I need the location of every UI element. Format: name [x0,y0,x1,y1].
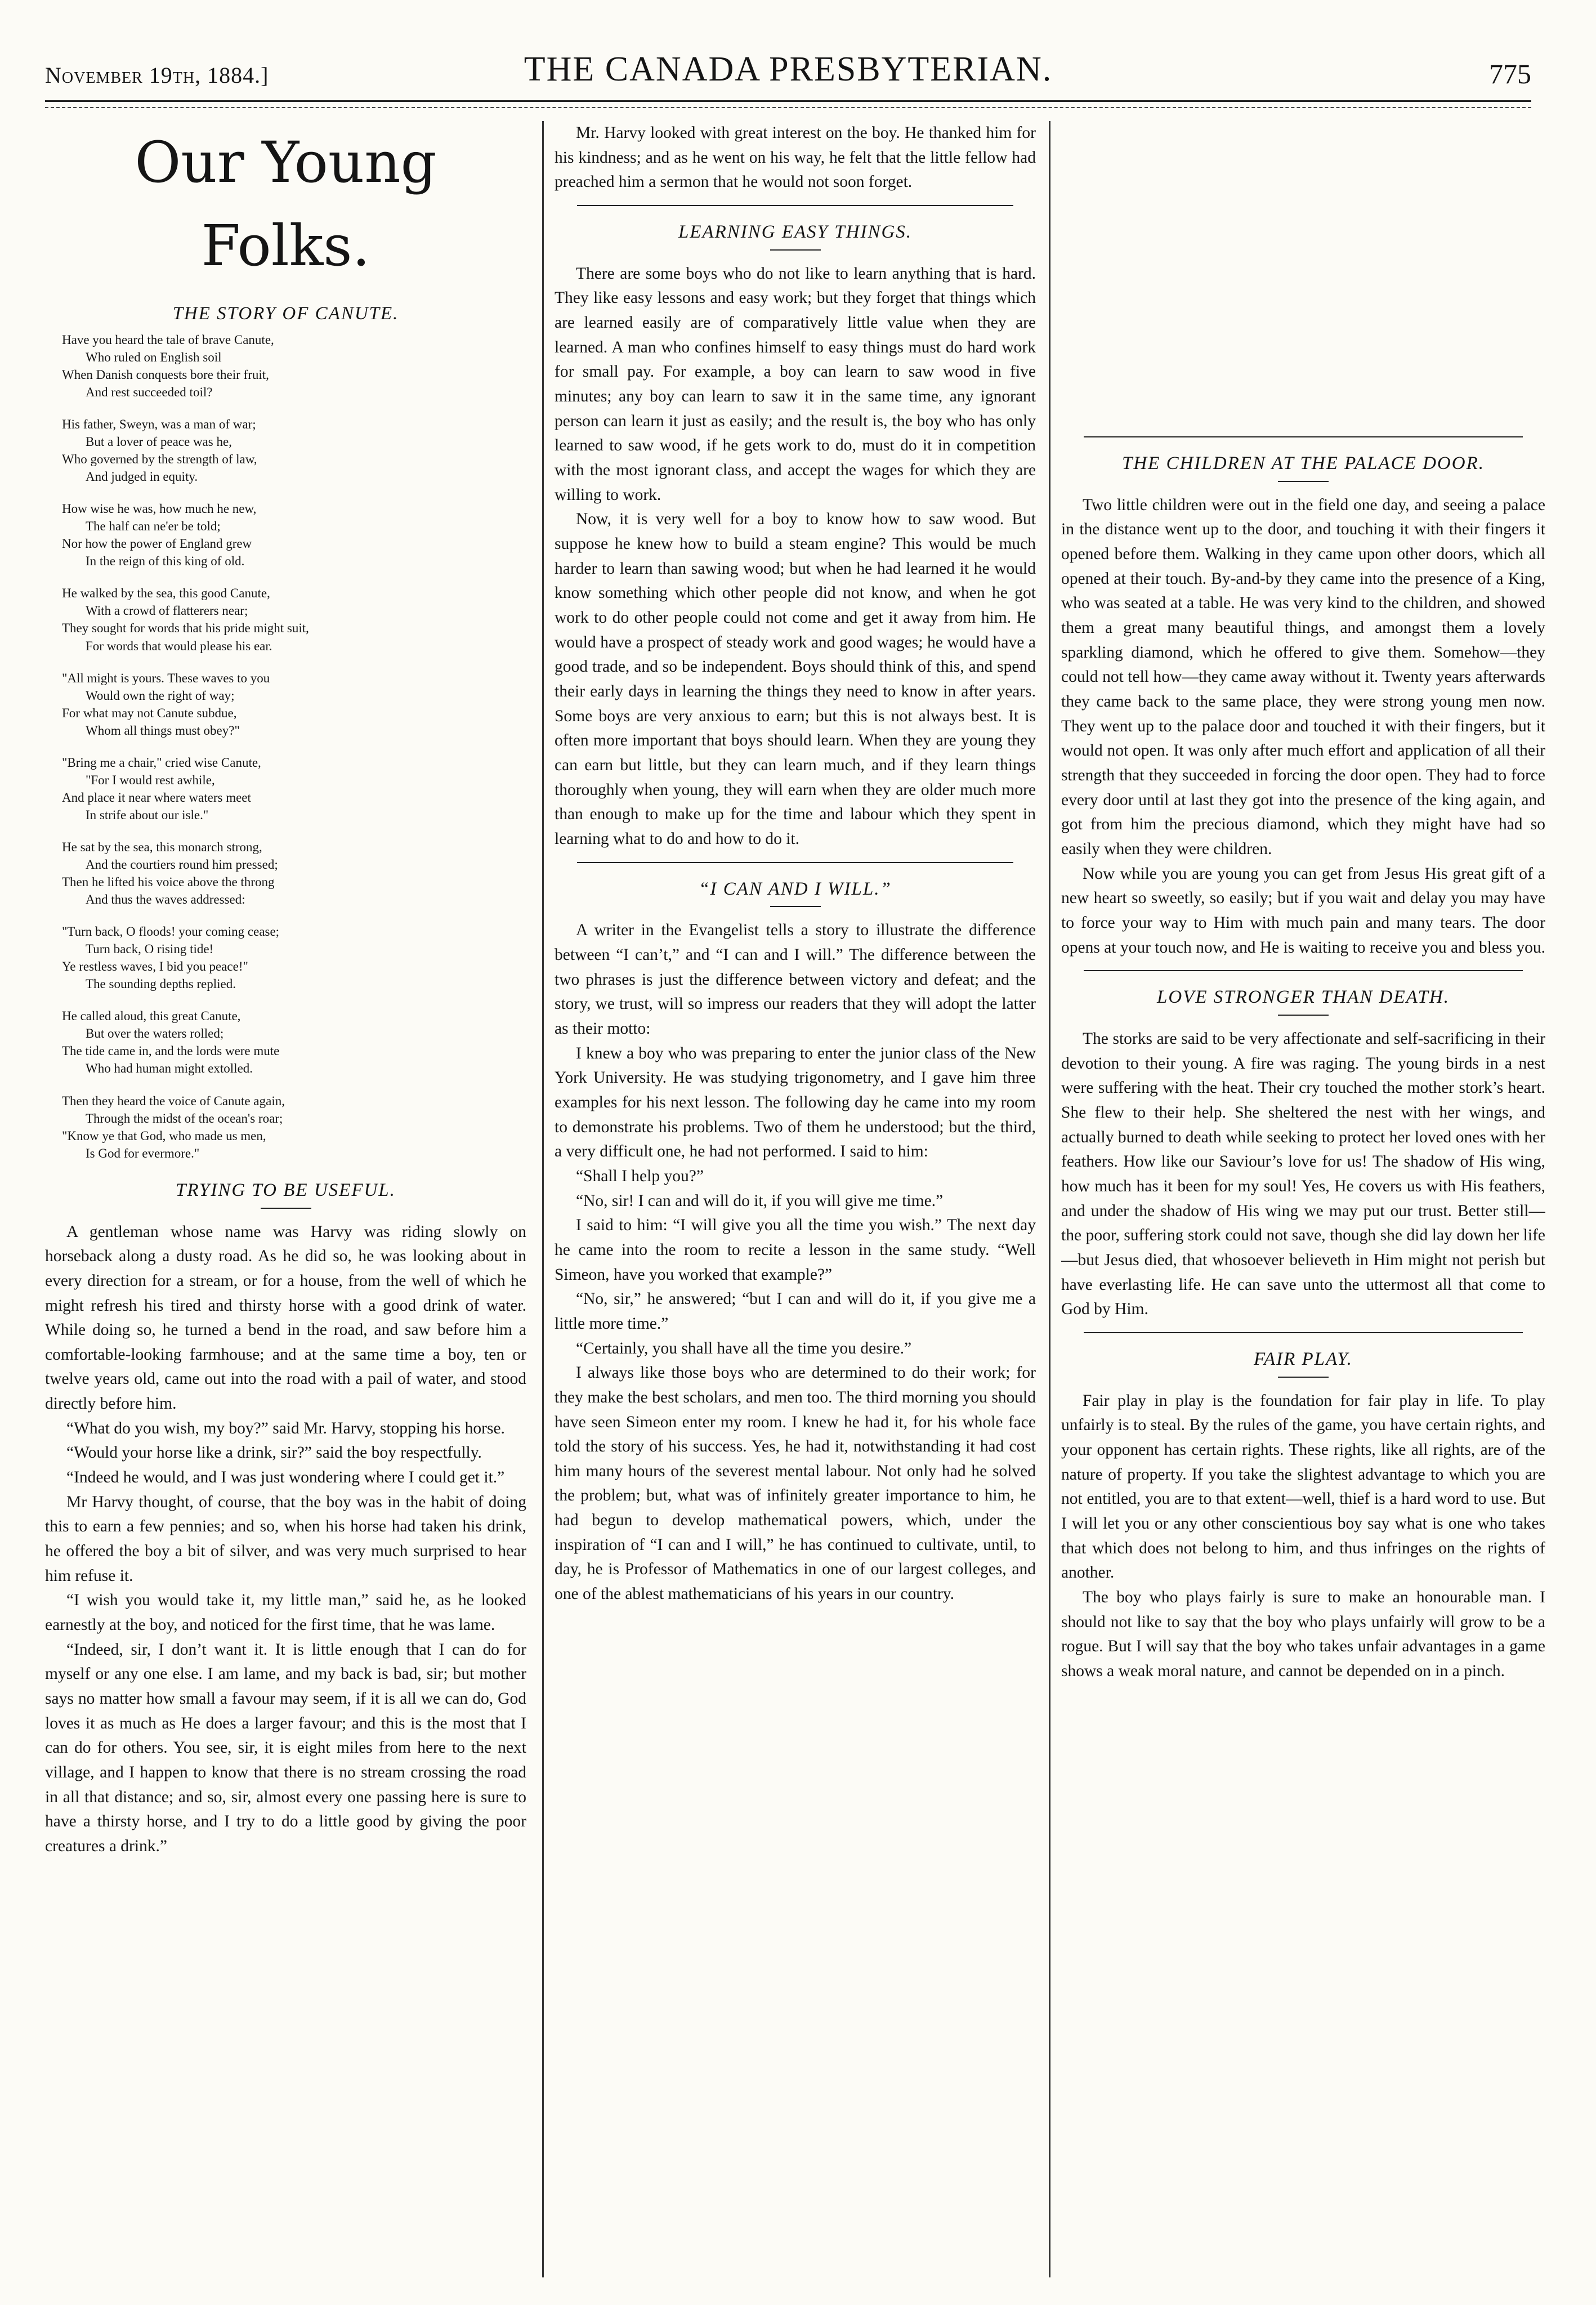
page-number: 775 [1489,58,1531,90]
poem-line: And judged in equity. [86,470,198,484]
article-paragraph: Mr Harvy thought, of course, that the boy was in the habit of doing this to earn a few pennies; and so, when his horse had taken his drink, he offered the boy a bit of silver, and was very much surprised to hear him refuse it. [45,1493,526,1585]
poem-stanza [62,754,526,824]
poem-line: Would own the right of way; [86,688,235,703]
poem-line: For words that would please his ear. [86,638,272,653]
column-2 [555,121,1036,2277]
poem-line: "For I would rest awhile, [86,772,215,787]
poem-line: For what may not Canute subdue, [62,705,237,720]
poem-line: He walked by the sea, this good Canute, [62,586,270,601]
learning-title: LEARNING EASY THINGS. [678,221,913,242]
article-paragraph: Now while you are young you can get from Jesus His great gift of a new heart so sweetly, so easily; but if you wait and delay you may have to force your way to Him with much pain and many tears. The door opens at your touch now, and He is waiting to receive you and bless you. [1061,864,1545,957]
poem-line: And rest succeeded toil? [86,385,213,399]
poem-stanza [62,584,526,654]
article-paragraph: Two little children were out in the field one day, and seeing a palace in the distance went up to the door, and touching it with their fingers it opened before them. Walking in they came upon other doors, which all opened at their touch. By-and-by they came into the presence of a King, who was seated at a table. He was very kind to the children, and showed them a great many beautiful things, and amongst them a lovely sparkling diamond, which he offered to give them. Somehow—they could not tell how—they came away without it. Twenty years afterwards they came back to the same place, they were strong young men now. They went up to the palace door and touched it with their fingers, but it would not open. It was only after much effort and application of all their strength that they succeeded in forcing the door open. They had to force every door until at last they got into the presence of the king again, and got from him the precious diamond, which they might have had so easily when they were children. [1061,495,1545,859]
article-paragraph: A gentleman whose name was Harvy was riding slowly on horseback along a dusty road. As he did so, he was looking about in every direction for a stream, or for a house, from the well of which he might refresh his tired and thirsty horse with a good drink of water. While doing so, he turned a bend in the road, and saw before him a comfortable-looking farmhouse; and at the same time a boy, ten or twelve years old, came out into the road with a pail of water, and stood directly before him. [45,1222,526,1413]
title-rule [1278,481,1329,482]
column-divider-1 [542,121,544,2277]
poem-stanza [62,1007,526,1077]
masthead-rule [45,100,1531,102]
poem-line: And place it near where waters meet [62,790,251,805]
title-rule [770,906,821,907]
poem-line: The tide came in, and the lords were mute [62,1044,280,1058]
article-paragraph: “Would your horse like a drink, sir?” said the boy respectfully. [66,1444,482,1462]
poem-stanza [62,923,526,993]
poem-line: The half can ne'er be told; [86,519,221,534]
poem-line: Who had human might extolled. [86,1061,253,1076]
section-rule [577,205,1013,206]
column-3 [1061,121,1545,2277]
column-divider-2 [1049,121,1050,2277]
article-paragraph: “No, sir! I can and will do it, if you will give me time.” [576,1191,944,1210]
poem-line: Whom all things must obey?" [86,723,240,738]
masthead-rule-dashed [45,107,1531,108]
poem-line: "Know ye that God, who made us men, [62,1128,266,1143]
poem-line: And the courtiers round him pressed; [86,857,278,872]
poem-line: His father, Sweyn, was a man of war; [62,417,256,432]
masthead [45,45,1531,101]
article-paragraph: The boy who plays fairly is sure to make an honourable man. I should not like to say that the boy who plays unfairly will grow to be a rogue. But I will say that the boy who takes unfair advantages in a game shows a weak moral nature, and cannot be depended on in a pinch. [1061,1588,1545,1681]
poem-line: Is God for evermore." [86,1146,200,1160]
poem-line: "Bring me a chair," cried wise Canute, [62,755,261,770]
section-heading: Our Young Folks. [135,129,437,279]
poem-line: Have you heard the tale of brave Canute, [62,332,274,347]
article-paragraph: Fair play in play is the foundation for fair play in life. To play unfairly is to steal. By the rules of the game, you have certain rights, and your opponent has certain rights. These rights, like all rights, are of the nature of property. If you take the slightest advantage to which you are not entitled, you are to that extent—well, thief is a hard word to use. But I will let you or any other conscientious boy say what is one who takes that which does not belong to him, and thus infringes on the rights of another. [1061,1391,1545,1582]
section-rule [1084,436,1523,437]
article-paragraph: Now, it is very well for a boy to know how to saw wood. But suppose he knew how to build a steam engine? This would be much harder to learn than sawing wood; but when he had learned it he would know something which other people did not know, and when he got work to do other people could not come and get it away from him. He would have a prospect of steady work and good wages; he would have a good trade, and so be independent. Boys should think of this, and spend their early days in learning the things they need to know in after years. Some boys are very anxious to earn; but this is not always best. It is often more important that boys should learn. When they are young they can earn but little, but they can learn much, and if they learn things thoroughly when young, they will earn when they are older much more than enough to make up for the time and labour which they spent in learning what to do and how to do it. [555,510,1036,848]
poem-line: But over the waters rolled; [86,1026,224,1041]
title-rule [1278,1377,1329,1378]
poem-line: Who ruled on English soil [86,350,222,364]
article-paragraph: The storks are said to be very affectionate and self-sacrificing in their devotion to their young. A fire was raging. The young birds in a nest were suffering with the heat. Their cry touched the mother stork’s heart. She flew to their help. She sheltered the nest with her wings, and actually burned to death while seeking to protect her loved ones with her feathers. How like our Saviour’s love for us! The shadow of His wing, how much has it been for my soul! Yes, He covers us with His feathers, and under the shadow of His wing we may put our trust. Better still—the poor, suffering stork could not save, though she did lay down her life—but Jesus died, that whosoever believeth in Him might not perish but have everlasting life. He can save unto the uttermost all that come to God by Him. [1061,1030,1545,1319]
article-paragraph: “What do you wish, my boy?” said Mr. Harvy, stopping his horse. [66,1419,505,1437]
article-paragraph: “Certainly, you shall have all the time you desire.” [576,1339,912,1357]
poem-line: When Danish conquests bore their fruit, [62,367,269,382]
article-paragraph: A writer in the Evangelist tells a story to illustrate the difference between “I can’t,” and “I can and I will.” The difference between the two phrases is just the difference between victory and defeat; and the story, we trust, will so impress our readers that they will adopt the latter as their motto: [555,921,1036,1038]
i-can-title: “I CAN AND I WILL.” [699,878,892,899]
poem-line: They sought for words that his pride might suit, [62,621,309,636]
poem-line: "Turn back, O floods! your coming cease; [62,924,280,939]
poem-line: Through the midst of the ocean's roar; [86,1111,283,1125]
section-rule [1084,1332,1523,1333]
poem-line: Nor how the power of England grew [62,537,252,551]
palace-door-title: THE CHILDREN AT THE PALACE DOOR. [1121,453,1485,473]
poem-line: He called aloud, this great Canute, [62,1009,241,1024]
poem-stanza [62,331,526,401]
article-paragraph: “I wish you would take it, my little man,” said he, as he looked earnestly at the boy, and noticed for the first time, that he was lame. [45,1591,526,1634]
poem-stanza [62,838,526,908]
title-rule [1278,1015,1329,1016]
poem-line: Ye restless waves, I bid you peace!" [62,959,248,974]
poem-stanza [62,500,526,570]
love-title: LOVE STRONGER THAN DEATH. [1157,987,1450,1008]
section-rule [577,862,1013,863]
poem-line: How wise he was, how much he new, [62,502,257,516]
useful-title: TRYING TO BE USEFUL. [176,1180,396,1200]
article-paragraph: I knew a boy who was preparing to enter the junior class of the New York University. He was studying trigonometry, and I gave him three examples for his next lesson. The following day he came into my room to demonstrate his problems. Two of them he understood; but the third, a very difficult one, he had not performed. I said to him: [555,1044,1036,1161]
canute-poem [62,331,526,1162]
poem-line: "All might is yours. These waves to you [62,671,270,685]
article-paragraph: Mr. Harvy looked with great interest on the boy. He thanked him for his kindness; and as he went on his way, he felt that the little fellow had preached him a sermon that he would not soon forget. [555,124,1036,191]
poem-line: In the reign of this king of old. [86,554,245,569]
article-paragraph: “Indeed, sir, I don’t want it. It is little enough that I can do for myself or any one else. I am lame, and my back is bad, sir; but mother says no matter how small a favour may seem, if it is all we can do, God loves it as much as He does a larger favour; and this is the most that I can do for others. You see, sir, it is eight miles from here to the next village, and I happen to know that there is no stream crossing the road in all that distance; and so, sir, almost every one passing here is sure to have a thirsty horse, and I try to do a little good by giving the poor creatures a drink.” [45,1640,526,1855]
article-paragraph: “Shall I help you?” [576,1167,704,1185]
article-paragraph: “Indeed he would, and I was just wondering where I could get it.” [66,1468,505,1487]
poem-line: Then they heard the voice of Canute again, [62,1093,285,1108]
poem-line: Who governed by the strength of law, [62,452,257,467]
poem-line: Turn back, O rising tide! [86,942,214,957]
poem-line: He sat by the sea, this monarch strong, [62,839,262,854]
title-rule [261,1208,311,1209]
poem-stanza [62,416,526,485]
article-paragraph: I said to him: “I will give you all the time you wish.” The next day he came into the room to recite a lesson in the same study. “Well Simeon, have you worked that example?” [555,1216,1036,1284]
fair-play-title: FAIR PLAY. [1254,1349,1353,1369]
poem-line: Then he lifted his voice above the throng [62,875,275,890]
article-paragraph: I always like those boys who are determined to do their work; for they make the best scholars, and men too. The third morning you should have seen Simeon enter my room. I knew he had it, for his whole face told the story of his success. Yes, he had it, notwithstanding it had cost him many hours of the severest mental labour. Not only had he solved the problem; but, what was of infinitely greater importance to him, he had begun to develop mathematical powers, which, under the inspiration of “I can and I will,” he has continued to cultivate, until, to day, he is Professor of Mathematics in one of our largest colleges, and one of the ablest mathematicians of his years in our country. [555,1364,1036,1603]
newspaper-title: THE CANADA PRESBYTERIAN. [524,50,1053,88]
poem-line: But a lover of peace was he, [86,435,232,449]
article-paragraph: There are some boys who do not like to learn anything that is hard. They like easy lessons and easy work; but they forget that things which are learned easily are of comparatively little value when they are learned. A man who confines himself to easy things must do hard work for small pay. For example, a boy can learn to saw wood in five minutes; any boy can learn to saw it in the same time, any ignorant person can learn it just as easily; and the result is, the boy who has only learned to saw wood, if he gets work to do, must do it in competition with the most ignorant class, and accept the wages for which they are willing to work. [555,264,1036,504]
poem-line: With a crowd of flatterers near; [86,604,248,618]
poem-line: And thus the waves addressed: [86,892,245,907]
issue-date: November 19th, 1884.] [45,62,269,88]
title-rule [770,249,821,251]
poem-line: The sounding depths replied. [86,977,236,991]
poem-stanza [62,1092,526,1162]
canute-title: THE STORY OF CANUTE. [172,303,399,324]
article-paragraph: “No, sir,” he answered; “but I can and will do it, if you give me a little more time.” [555,1290,1036,1333]
poem-stanza [62,669,526,739]
poem-line: In strife about our isle." [86,807,209,822]
section-rule [1084,970,1523,971]
column-1 [45,121,526,2277]
